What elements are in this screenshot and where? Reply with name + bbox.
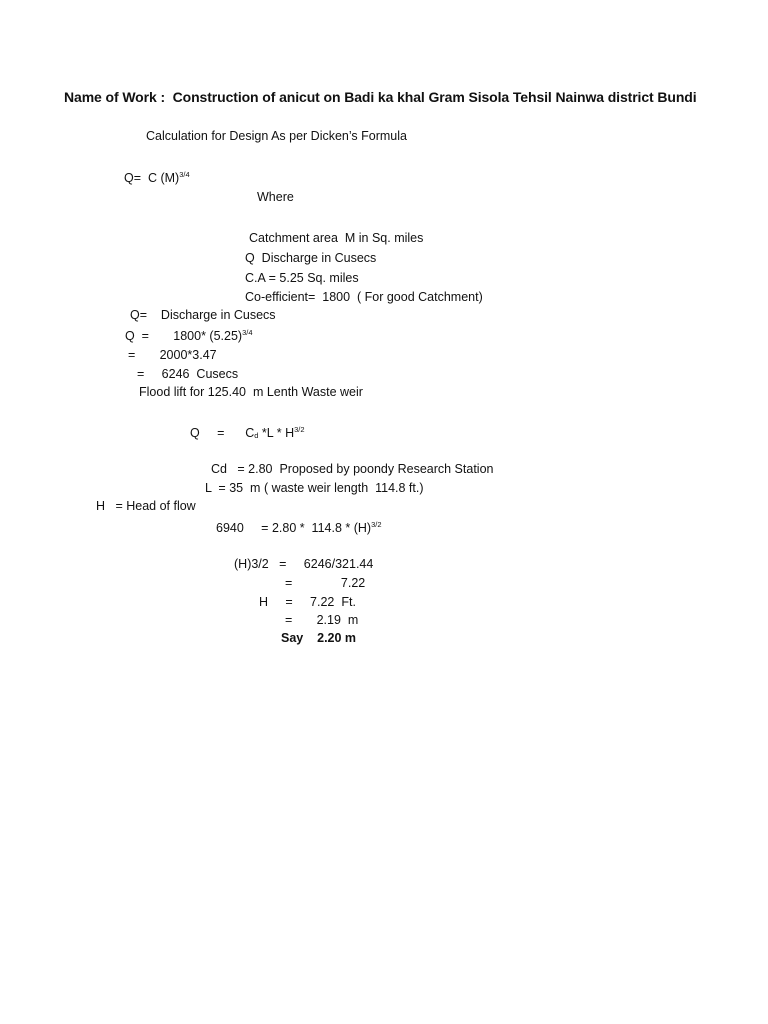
definition-catchment-area: C.A = 5.25 Sq. miles xyxy=(245,271,359,285)
equation-4: H = 7.22 Ft. xyxy=(259,595,356,609)
final-answer: Say 2.20 m xyxy=(281,631,357,645)
head-definition: H = Head of flow xyxy=(96,499,196,513)
equation-1 xyxy=(216,520,382,536)
calculation-step-2: = 2000*3.47 xyxy=(128,348,217,362)
weir-exponent: 3/2 xyxy=(294,424,305,434)
calculation-subtitle: Calculation for Design As per Dicken’s Formula xyxy=(146,129,407,143)
weir-q: Q = xyxy=(190,426,225,440)
weir-formula xyxy=(190,425,305,443)
calc1-text: Q = 1800* (5.25) xyxy=(125,329,243,343)
calc1-exponent: 3/4 xyxy=(242,327,253,337)
calculation-step-3: = 6246 Cusecs xyxy=(137,367,239,381)
definition-catchment: Catchment area M in Sq. miles xyxy=(249,231,424,245)
eq1-text: 6940 = 2.80 * 114.8 * (H) xyxy=(216,521,372,535)
flood-lift-line: Flood lift for 125.40 m Lenth Waste weir xyxy=(139,385,363,399)
weir-cd: C xyxy=(245,426,255,440)
formula-exponent: 3/4 xyxy=(179,169,190,179)
definition-coefficient: Co-efficient= 1800 ( For good Catchment) xyxy=(245,290,483,304)
eq1-exponent: 3/2 xyxy=(371,519,382,529)
calculation-step-1 xyxy=(125,328,253,344)
work-title: Name of Work : Construction of anicut on Badi ka khal Gram Sisola Tehsil Nainwa district Bundi xyxy=(64,89,697,105)
weir-rest: *L * H xyxy=(258,426,295,440)
equation-3: = 7.22 xyxy=(285,576,366,590)
discharge-definition: Q= Discharge in Cusecs xyxy=(130,308,276,322)
definition-discharge: Q Discharge in Cusecs xyxy=(245,251,377,265)
formula-lhs: Q= C (M) xyxy=(124,171,180,185)
equation-5: = 2.19 m xyxy=(285,613,359,627)
weir-cd-subscript: d xyxy=(254,431,259,440)
dickens-formula xyxy=(124,170,190,186)
equation-2: (H)3/2 = 6246/321.44 xyxy=(234,557,374,571)
cd-value-line: Cd = 2.80 Proposed by poondy Research Station xyxy=(211,462,494,476)
length-value-line: L = 35 m ( waste weir length 114.8 ft.) xyxy=(205,481,424,495)
where-label: Where xyxy=(257,190,294,204)
